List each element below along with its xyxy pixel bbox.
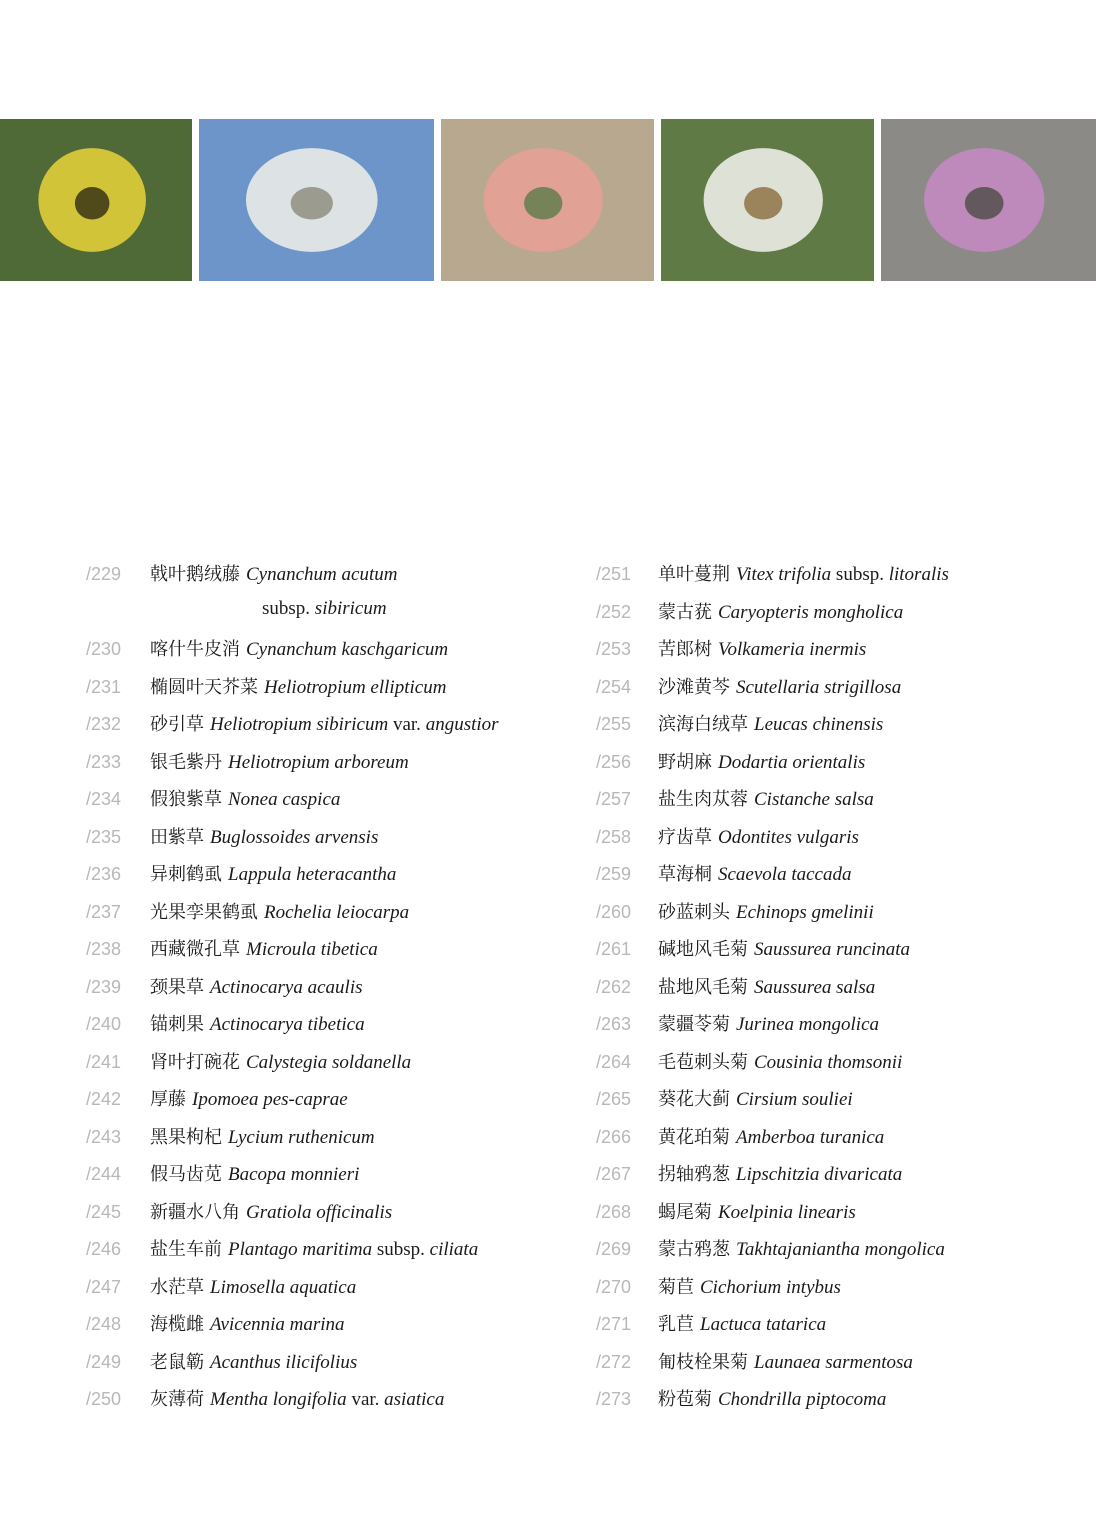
index-entry (596, 973, 875, 1009)
chinese-name: 蒙疆苓菊 (658, 1014, 730, 1035)
scientific-name (718, 1389, 886, 1411)
entry-number: /238 (86, 939, 122, 959)
chinese-name: 砂引草 (150, 714, 204, 735)
photo-detail (291, 187, 333, 219)
entry-number: /240 (86, 1014, 122, 1034)
entry-number: /245 (86, 1201, 122, 1222)
entry-number: /247 (86, 1276, 122, 1297)
scientific-name (736, 1239, 945, 1261)
scientific-name (754, 939, 910, 961)
index-entry (86, 1348, 357, 1384)
scientific-name (228, 1164, 359, 1186)
entry-number: /230 (86, 639, 122, 659)
chinese-name: 滨海白绒草 (658, 714, 748, 735)
photo-detail (75, 187, 110, 219)
entry-number: /242 (86, 1089, 122, 1109)
scientific-name-part: Koelpinia linearis (718, 1201, 856, 1223)
scientific-name-part: Saussurea salsa (754, 976, 876, 998)
entry-number: /268 (596, 1201, 632, 1222)
scientific-name-part: Gratiola officinalis (246, 1201, 393, 1223)
entry-number: /254 (596, 676, 632, 697)
chinese-name: 葵花大蓟 (658, 1089, 730, 1110)
scientific-name-part: Plantago maritima (228, 1239, 373, 1260)
scientific-name-part: Amberboa turanica (736, 1126, 885, 1148)
scientific-name (228, 1239, 478, 1261)
scientific-name (210, 1314, 345, 1336)
photo-pink-flower (441, 119, 654, 281)
entry-number: /246 (86, 1239, 122, 1259)
entry-number: /263 (596, 1014, 632, 1034)
scientific-name-part: Actinocarya acaulis (210, 976, 363, 998)
photo-image (199, 119, 434, 281)
scientific-name (246, 564, 397, 586)
chinese-name: 草海桐 (658, 864, 712, 885)
index-entry (86, 823, 378, 859)
scientific-name (718, 639, 866, 661)
index-entry (596, 1160, 902, 1196)
scientific-name (700, 1314, 826, 1336)
scientific-name-part: Caryopteris mongholica (718, 601, 904, 623)
chinese-name: 假狼紫草 (150, 789, 222, 810)
chinese-name: 菊苣 (658, 1276, 694, 1298)
scientific-name-part: Heliotropium sibiricum (210, 714, 389, 735)
entry-number: /244 (86, 1164, 122, 1184)
chinese-name: 水茫草 (150, 1276, 204, 1298)
entry-number: /250 (86, 1389, 122, 1409)
chinese-name: 匍枝栓果菊 (658, 1351, 748, 1373)
chinese-name: 疗齿草 (658, 826, 712, 848)
chinese-name: 粉苞菊 (658, 1389, 712, 1410)
photo-image (441, 119, 654, 281)
chinese-name: 田紫草 (150, 826, 204, 848)
scientific-name (228, 752, 409, 774)
chinese-name: 灰薄荷 (150, 1389, 204, 1410)
scientific-name-part: Microula tibetica (246, 939, 378, 960)
scientific-name-part: Cichorium intybus (700, 1276, 841, 1298)
scientific-name-part: Mentha longifolia (210, 1389, 347, 1410)
scientific-name (736, 1164, 902, 1186)
chinese-name: 颈果草 (150, 976, 204, 998)
chinese-name: 盐生车前 (150, 1239, 222, 1260)
index-entry (596, 1385, 886, 1421)
scientific-name-part: Lappula heteracantha (228, 864, 397, 885)
scientific-name (192, 1089, 348, 1111)
chinese-name: 拐轴鸦葱 (658, 1164, 730, 1185)
entry-number: /243 (86, 1126, 122, 1147)
scientific-name-part: Odontites vulgaris (718, 826, 859, 848)
scientific-name (210, 1277, 356, 1299)
chinese-name: 盐生肉苁蓉 (658, 789, 748, 810)
scientific-name-part: Leucas chinensis (754, 714, 884, 735)
index-entry (86, 935, 378, 971)
photo-image (0, 119, 192, 281)
entry-number: /241 (86, 1051, 122, 1072)
entry-number: /261 (596, 939, 632, 959)
entry-number: /234 (86, 789, 122, 809)
scientific-name (228, 864, 396, 886)
index-entry (86, 673, 446, 709)
chinese-name: 黄花珀菊 (658, 1126, 730, 1148)
chinese-name: 肾叶打碗花 (150, 1051, 240, 1073)
scientific-name-part: Vitex trifolia (736, 564, 832, 585)
index-entry (596, 560, 949, 596)
index-entry (596, 1123, 884, 1159)
photo-image (881, 119, 1096, 281)
scientific-name-part: Limosella aquatica (210, 1276, 357, 1298)
scientific-name (246, 1202, 392, 1224)
index-entry (86, 560, 397, 596)
scientific-name-part: Dodartia orientalis (718, 751, 866, 773)
scientific-name (264, 677, 446, 699)
scientific-name-part: Cistanche salsa (754, 789, 874, 810)
scientific-name-part: litoralis (888, 564, 949, 585)
scientific-name (262, 598, 387, 620)
chinese-name: 老鼠簕 (150, 1351, 204, 1373)
entry-number: /251 (596, 564, 632, 584)
chinese-name: 毛苞刺头菊 (658, 1051, 748, 1073)
scientific-name-part: Heliotropium arboreum (228, 751, 409, 773)
scientific-name (210, 1389, 444, 1411)
index-entry (596, 635, 866, 671)
scientific-name-part: Cousinia thomsonii (754, 1051, 903, 1073)
scientific-name (736, 1014, 879, 1036)
index-entry (86, 1310, 345, 1346)
chinese-name: 假马齿苋 (150, 1164, 222, 1185)
entry-number: /259 (596, 864, 632, 884)
scientific-name (754, 977, 875, 999)
rank-label: subsp. (262, 597, 315, 619)
scientific-name-part: Calystegia soldanella (246, 1051, 412, 1073)
photo-image (661, 119, 874, 281)
scientific-name-part: Cynanchum kaschgaricum (246, 639, 449, 660)
scientific-name (210, 1014, 365, 1036)
chinese-name: 海榄雌 (150, 1314, 204, 1335)
scientific-name (736, 1127, 884, 1149)
index-entry (596, 598, 903, 634)
scientific-name-part: Jurinea mongolica (736, 1014, 880, 1035)
scientific-name (246, 939, 378, 961)
scientific-name (754, 789, 874, 811)
scientific-name-part: Takhtajaniantha mongolica (736, 1239, 945, 1260)
index-entry (86, 748, 409, 784)
index-entry (86, 1010, 365, 1046)
index-entry (86, 1160, 359, 1196)
chinese-name: 银毛紫丹 (150, 751, 222, 773)
entry-number: /265 (596, 1089, 632, 1109)
scientific-name (228, 1127, 375, 1149)
index-entry (86, 898, 409, 934)
scientific-name (718, 827, 859, 849)
scientific-name (228, 789, 340, 811)
scientific-name (754, 714, 883, 736)
scientific-name-part: Cynanchum acutum (246, 564, 398, 585)
scientific-name (718, 602, 903, 624)
scientific-name-part: Rochelia leiocarpa (264, 901, 410, 923)
scientific-name-part: Saussurea runcinata (754, 939, 911, 960)
index-entry (86, 1235, 478, 1271)
scientific-name (754, 1352, 913, 1374)
photo-white-flower (661, 119, 874, 281)
index-entry (86, 1273, 356, 1309)
chinese-name: 蒙古莸 (658, 601, 712, 623)
scientific-name (210, 977, 363, 999)
index-entry (86, 1385, 444, 1421)
entry-number: /249 (86, 1351, 122, 1372)
scientific-name (718, 864, 851, 886)
scientific-name-part: Heliotropium ellipticum (264, 676, 447, 698)
scientific-name (210, 1352, 357, 1374)
index-entry (596, 1198, 856, 1234)
scientific-name-part: angustior (425, 714, 499, 735)
chinese-name: 沙滩黄芩 (658, 676, 730, 698)
chinese-name: 厚藤 (150, 1089, 186, 1110)
scientific-name-part: Actinocarya tibetica (210, 1014, 365, 1035)
entry-number: /236 (86, 864, 122, 884)
index-entry (596, 823, 859, 859)
index-entry (596, 785, 874, 821)
entry-number: /273 (596, 1389, 632, 1409)
entry-number: /229 (86, 564, 122, 584)
chinese-name: 砂蓝刺头 (658, 901, 730, 923)
photo-purple-flowers (881, 119, 1096, 281)
entry-number: /237 (86, 901, 122, 922)
scientific-name-part: Nonea caspica (228, 789, 341, 810)
index-entry (596, 673, 901, 709)
scientific-name (210, 714, 499, 736)
chinese-name: 蝎尾菊 (658, 1201, 712, 1223)
chinese-name: 碱地风毛菊 (658, 939, 748, 960)
index-entry (86, 785, 340, 821)
entry-number: /257 (596, 789, 632, 809)
index-entry (596, 1085, 853, 1121)
rank-label: var. (388, 714, 426, 735)
scientific-name-part: Bacopa monnieri (228, 1164, 360, 1185)
photo-white-seed (199, 119, 434, 281)
chinese-name: 西藏微孔草 (150, 939, 240, 960)
scientific-name-part: Chondrilla piptocoma (718, 1389, 887, 1410)
photo-yellow-flower (0, 119, 192, 281)
rank-label: subsp. (372, 1239, 430, 1260)
index-entry (86, 1048, 411, 1084)
scientific-name-part: asiatica (384, 1389, 445, 1410)
photo-detail (524, 187, 562, 219)
entry-number: /266 (596, 1126, 632, 1147)
chinese-name: 光果孪果鹤虱 (150, 901, 258, 923)
entry-number: /258 (596, 826, 632, 847)
entry-number: /255 (596, 714, 632, 734)
entry-number: /233 (86, 751, 122, 772)
chinese-name: 蒙古鸦葱 (658, 1239, 730, 1260)
entry-number: /267 (596, 1164, 632, 1184)
index-entry (596, 1010, 879, 1046)
scientific-name-part: Volkameria inermis (718, 639, 867, 660)
entry-number: /248 (86, 1314, 122, 1334)
entry-number: /239 (86, 976, 122, 997)
scientific-name-part: Lycium ruthenicum (228, 1126, 375, 1148)
entry-number: /269 (596, 1239, 632, 1259)
scientific-name (754, 1052, 902, 1074)
chinese-name: 锚刺果 (150, 1014, 204, 1035)
index-entry (596, 935, 910, 971)
index-entry (86, 973, 363, 1009)
chinese-name: 单叶蔓荆 (658, 564, 730, 585)
chinese-name: 盐地风毛菊 (658, 976, 748, 998)
scientific-name (700, 1277, 841, 1299)
scientific-name-part: ciliata (429, 1239, 479, 1260)
scientific-name-part: Echinops gmelinii (736, 901, 874, 923)
scientific-name (718, 752, 865, 774)
entry-number: /252 (596, 601, 632, 622)
scientific-name-part: Acanthus ilicifolius (210, 1351, 358, 1373)
chinese-name: 新疆水八角 (150, 1201, 240, 1223)
scientific-name-part: Launaea sarmentosa (754, 1351, 913, 1373)
scientific-name (718, 1202, 856, 1224)
index-entry-continuation (262, 598, 387, 634)
index-entry (86, 1198, 392, 1234)
photo-detail (744, 187, 782, 219)
entry-number: /271 (596, 1314, 632, 1334)
entry-number: /235 (86, 826, 122, 847)
index-entry (596, 1235, 945, 1271)
scientific-name-part: Buglossoides arvensis (210, 826, 379, 848)
scientific-name (210, 827, 378, 849)
chinese-name: 野胡麻 (658, 751, 712, 773)
scientific-name-part: Avicennia marina (210, 1314, 345, 1335)
photo-detail (965, 187, 1004, 219)
chinese-name: 乳苣 (658, 1314, 694, 1335)
index-entry (86, 635, 448, 671)
entry-number: /270 (596, 1276, 632, 1297)
entry-number: /264 (596, 1051, 632, 1072)
index-entry (596, 898, 874, 934)
entry-number: /231 (86, 676, 122, 697)
scientific-name-part: Ipomoea pes-caprae (192, 1089, 348, 1110)
rank-label: subsp. (831, 564, 889, 585)
index-entry (596, 710, 883, 746)
scientific-name (736, 902, 874, 924)
chinese-name: 椭圆叶天芥菜 (150, 676, 258, 698)
chinese-name: 喀什牛皮消 (150, 639, 240, 660)
index-entry (596, 860, 851, 896)
entry-number: /260 (596, 901, 632, 922)
scientific-name (736, 677, 901, 699)
scientific-name (736, 1089, 853, 1111)
entry-number: /272 (596, 1351, 632, 1372)
scientific-name-part: Scaevola taccada (718, 864, 852, 885)
index-entry (596, 1348, 913, 1384)
scientific-name (246, 639, 448, 661)
chinese-name: 黑果枸杞 (150, 1126, 222, 1148)
chinese-name: 异刺鹤虱 (150, 864, 222, 885)
scientific-name-part: Cirsium souliei (736, 1089, 853, 1110)
index-entry (86, 1123, 375, 1159)
scientific-name (246, 1052, 411, 1074)
entry-number: /232 (86, 714, 122, 734)
scientific-name-part: sibiricum (314, 597, 387, 619)
entry-number: /262 (596, 976, 632, 997)
scientific-name-part: Lipschitzia divaricata (736, 1164, 903, 1185)
index-entry (86, 860, 396, 896)
index-entry (596, 748, 865, 784)
index-entry (86, 1085, 348, 1121)
index-entry (596, 1310, 826, 1346)
index-entry (596, 1048, 902, 1084)
chinese-name: 苦郎树 (658, 639, 712, 660)
index-entry (596, 1273, 841, 1309)
scientific-name-part: Lactuca tatarica (700, 1314, 827, 1335)
entry-number: /256 (596, 751, 632, 772)
chinese-name: 戟叶鹅绒藤 (150, 564, 240, 585)
entry-number: /253 (596, 639, 632, 659)
scientific-name (264, 902, 409, 924)
index-entry (86, 710, 499, 746)
scientific-name-part: Scutellaria strigillosa (736, 676, 902, 698)
rank-label: var. (346, 1389, 385, 1410)
scientific-name (736, 564, 949, 586)
photo-strip (0, 119, 1096, 281)
